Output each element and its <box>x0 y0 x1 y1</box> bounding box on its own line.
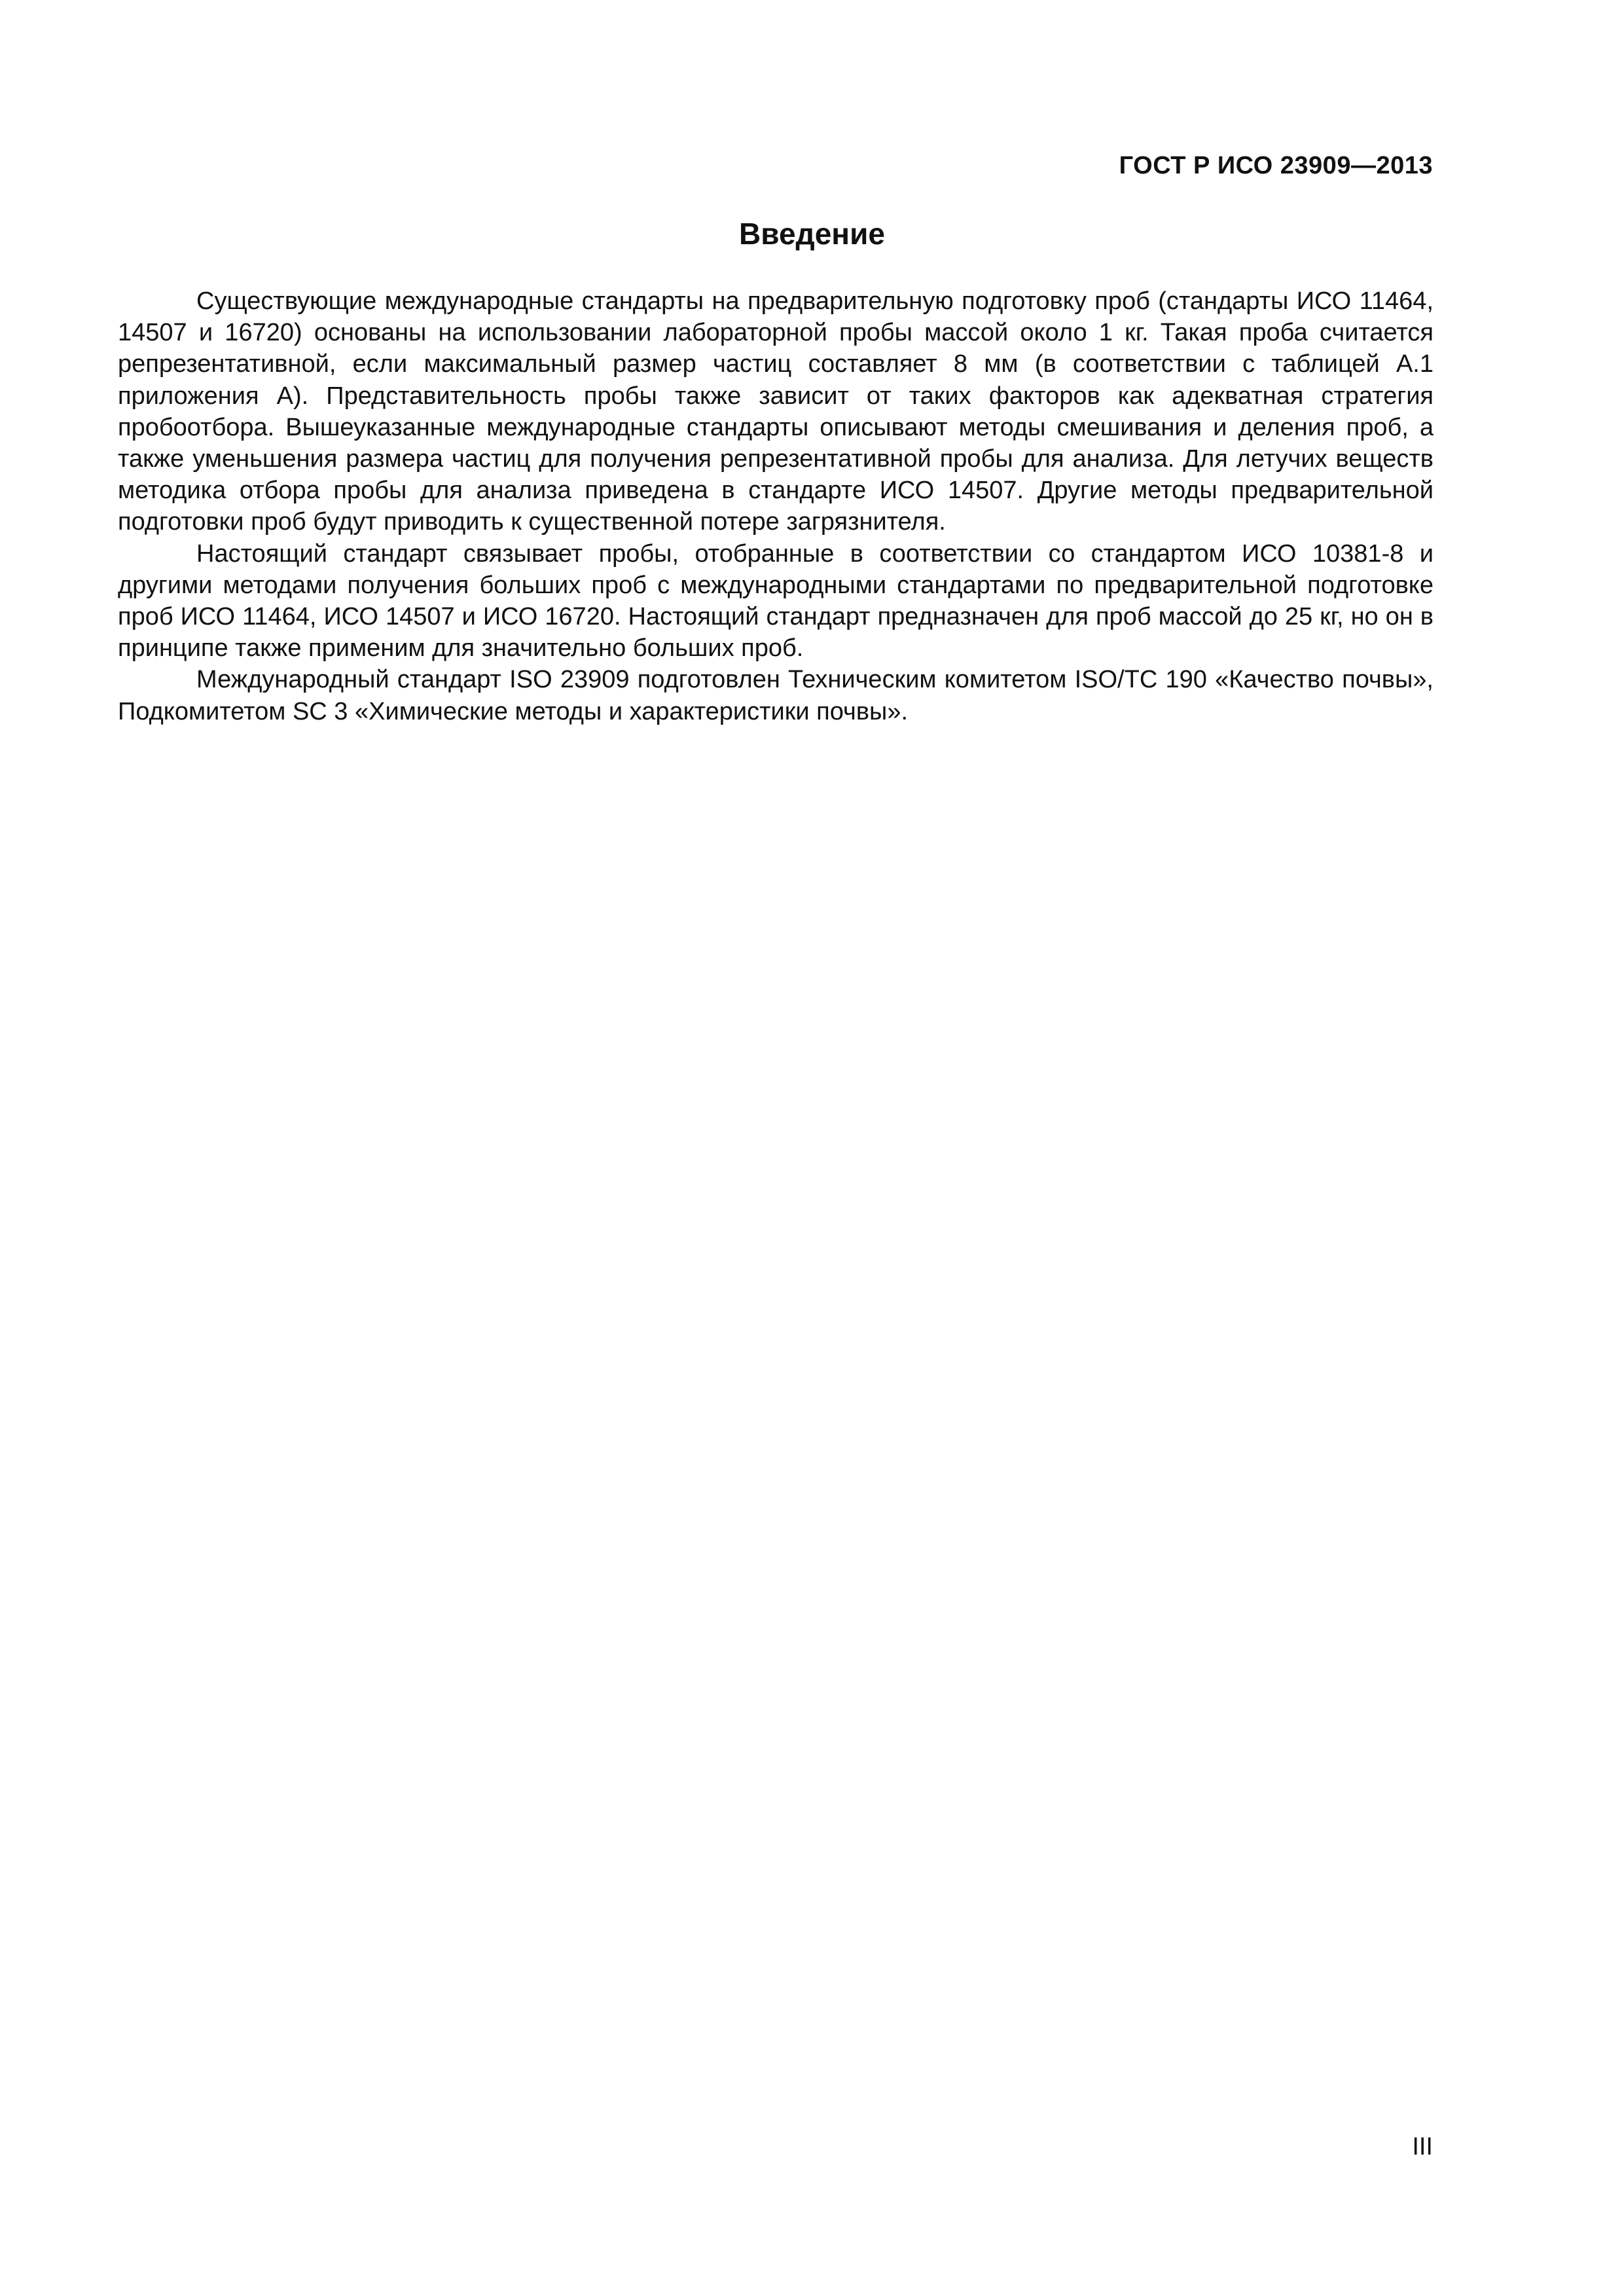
section-title: Введение <box>739 217 885 251</box>
page-number: III <box>1412 2133 1433 2160</box>
introduction-body <box>118 285 1434 727</box>
paragraph: Международный стандарт ISO 23909 подготовлен Техническим комитетом ISO/TC 190 «Качество почвы», Подкомитетом SC 3 «Химические методы и характеристики почвы». <box>118 666 1434 725</box>
paragraph: Существующие международные стандарты на предварительную подготовку проб (стандарты ИСО 11464, 14507 и 16720) основаны на использовании лабораторной пробы массой около 1 кг. Такая проба считается репрезентативной, если максимальный размер частиц составляет 8 мм (в соответствии с таблицей А.1 приложения А). Представительность пробы также зависит от таких факторов как адекватная стратегия пробоотбора. Вышеуказанные международные стандарты описывают методы смешивания и деления проб, а также уменьшения размера частиц для получения репрезентативной пробы для анализа. Для летучих веществ методика отбора пробы для анализа приведена в стандарте ИСО 14507. Другие методы предварительной подготовки проб будут приводить к существенной потере загрязнителя. <box>118 287 1434 536</box>
standard-designation: ГОСТ Р ИСО 23909—2013 <box>1119 152 1433 179</box>
paragraph: Настоящий стандарт связывает пробы, отобранные в соответствии со стандартом ИСО 10381-8 и другими методами получения больших проб с международными стандартами по предварительной подготовке проб ИСО 11464, ИСО 14507 и ИСО 16720. Настоящий стандарт предназначен для проб массой до 25 кг, но он в принципе также применим для значительно больших проб. <box>118 539 1434 663</box>
